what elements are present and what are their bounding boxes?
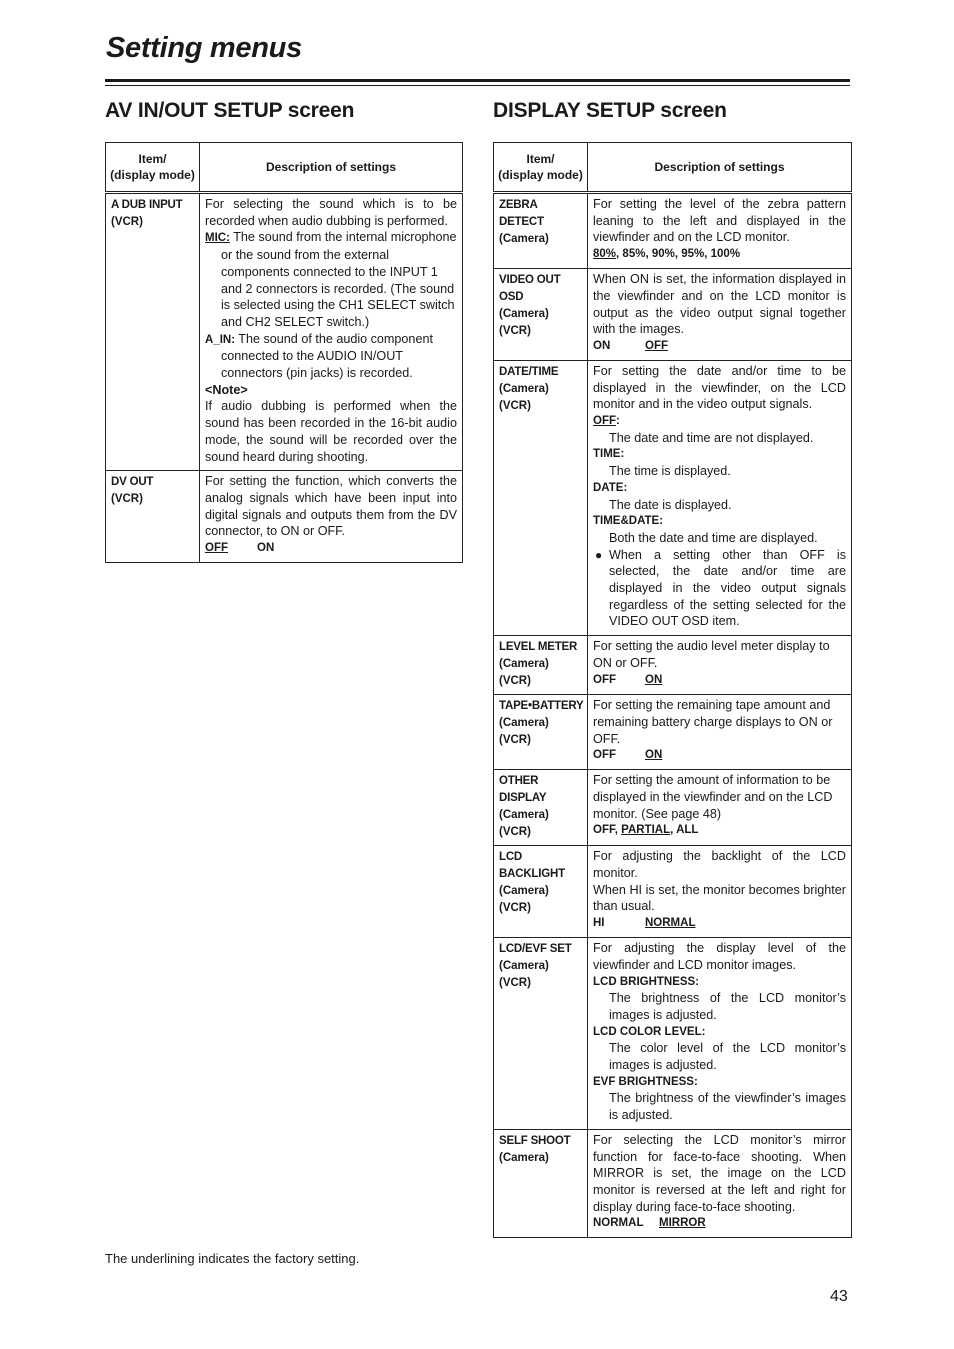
option-default: OFF — [205, 542, 228, 555]
description-text: When HI is set, the monitor becomes brighter than usual. — [593, 882, 846, 914]
option-default: OFF — [645, 339, 668, 352]
option-default: PARTIAL — [621, 824, 671, 837]
option-default: MIRROR — [659, 1217, 706, 1230]
item-cell — [494, 770, 588, 846]
table-row-other-display — [494, 770, 852, 846]
time-label: TIME: — [593, 448, 625, 461]
table-row-dv-out — [106, 471, 463, 563]
options-line — [593, 672, 846, 689]
item-name: DATE/TIME — [499, 365, 559, 378]
item-mode: (Camera) — [499, 233, 549, 245]
footnote: The underlining indicates the factory setting. — [105, 1251, 360, 1266]
a-in-option: A_IN: The sound of the audio component connected to the AUDIO IN/OUT connectors (pin jacks) is recorded. — [205, 331, 433, 381]
item-name: A DUB INPUT — [111, 199, 183, 211]
table-row-a-dub-input — [106, 193, 463, 471]
item-cell — [494, 636, 588, 695]
item-cell — [494, 1129, 588, 1238]
off-label: OFF: — [593, 415, 620, 428]
time-text: The time is displayed. — [609, 464, 731, 479]
option-default: 80% — [593, 248, 617, 261]
page-number: 43 — [830, 1288, 848, 1305]
item-name: DISPLAY — [499, 792, 547, 805]
item-mode: (VCR) — [499, 399, 531, 412]
header-item: Item/ (display mode) — [106, 143, 200, 193]
item-name: VIDEO OUT OSD — [499, 274, 561, 304]
description-text: For setting the function, which converts the analog signals which have been input into digital signals and outputs them from the DV connector, to ON or OFF. — [205, 474, 457, 539]
option: ON — [593, 339, 611, 352]
item-cell — [494, 360, 588, 635]
description-text: For setting the audio level meter display to ON or OFF. — [593, 639, 830, 670]
table-row-lcd-backlight — [494, 846, 852, 938]
item-cell — [106, 193, 200, 471]
title-rule-thick — [105, 79, 850, 82]
item-mode: (VCR) — [499, 902, 531, 915]
option: , 85%, 90%, 95%, 100% — [616, 248, 741, 261]
table-row-tape-battery — [494, 695, 852, 770]
option-default: ON — [645, 673, 663, 686]
item-cell — [494, 938, 588, 1130]
table-row-zebra-detect — [494, 193, 852, 269]
time-date-text: Both the date and time are displayed. — [609, 530, 818, 545]
lcd-brightness-label: LCD BRIGHTNESS: — [593, 975, 700, 988]
item-mode: (Camera) — [499, 717, 549, 730]
description-text: For setting the remaining tape amount and remaining battery charge displays to ON or OFF. — [593, 698, 833, 746]
item-mode: (VCR) — [499, 734, 531, 747]
note-label: <Note> — [205, 382, 248, 397]
item-mode: (VCR) — [499, 675, 531, 688]
option: ON — [257, 542, 275, 555]
item-cell — [106, 471, 200, 563]
description-text: For adjusting the backlight of the LCD monitor. — [593, 849, 846, 880]
options-line — [593, 822, 846, 839]
item-name: DV OUT — [111, 476, 154, 489]
note-text: If audio dubbing is performed when the sound has been recorded in the 16-bit audio mode, the sound will be recorded over the sound heard during shooting. — [205, 399, 457, 464]
options-line — [593, 747, 846, 764]
description-text: For setting the amount of information to be displayed in the viewfinder and on the LCD monitor. (See page 48) — [593, 773, 833, 821]
item-name: LEVEL METER — [499, 641, 578, 654]
item-name: TAPE•BATTERY — [499, 700, 584, 713]
description-text: For setting the date and/or time to be displayed in the viewfinder, on the LCD monitor and in the video output signals. — [593, 363, 846, 412]
item-cell — [494, 269, 588, 361]
description-cell — [200, 471, 463, 563]
item-name: LCD — [499, 851, 523, 864]
option-default: NORMAL — [645, 917, 696, 930]
options-line — [593, 915, 846, 932]
description-cell — [588, 938, 852, 1130]
table-header-row — [494, 143, 852, 193]
options-line — [593, 1215, 846, 1232]
item-mode: (VCR) — [499, 977, 531, 990]
item-name: ZEBRA DETECT — [499, 199, 544, 228]
item-cell — [494, 695, 588, 770]
item-cell — [494, 193, 588, 269]
description-text: For adjusting the display level of the viewfinder and LCD monitor images. — [593, 941, 846, 972]
table-row-lcd-evf-set — [494, 938, 852, 1130]
options-line — [593, 338, 846, 355]
table-row-video-out-osd — [494, 269, 852, 361]
option: NORMAL — [593, 1217, 644, 1230]
date-text: The date is displayed. — [609, 497, 732, 512]
item-mode: (Camera) — [499, 658, 549, 671]
description-cell — [588, 193, 852, 269]
description-cell — [588, 846, 852, 938]
options-line — [593, 246, 846, 263]
description-text: When ON is set, the information displayed in the viewfinder and on the LCD monitor is output as the video output signal together with the images. — [593, 272, 846, 337]
off-text: The date and time are not displayed. — [609, 430, 814, 445]
header-description: Description of settings — [200, 143, 463, 193]
description-cell — [588, 636, 852, 695]
display-section-title: DISPLAY SETUP screen — [493, 99, 727, 122]
bullet-note: ● When a setting other than OFF is selected, the date and/or time are displayed in the video output signals regardless of the setting selected for the VIDEO OUT OSD item. — [595, 547, 846, 629]
av-section-title: AV IN/OUT SETUP screen — [105, 99, 355, 122]
header-description: Description of settings — [588, 143, 852, 193]
item-mode: (Camera) — [499, 960, 549, 973]
description-text: For setting the level of the zebra pattern leaning to the left and displayed in the viewfinder and on the LCD monitor. — [593, 197, 846, 245]
item-mode: (VCR) — [111, 493, 143, 506]
option: OFF — [593, 673, 616, 686]
item-mode: (Camera) — [499, 885, 549, 898]
table-header-row — [106, 143, 463, 193]
table-row-self-shoot — [494, 1129, 852, 1238]
options-line — [205, 540, 457, 557]
mic-option: MIC: The sound from the internal microphone or the sound from the external components connected to the INPUT 1 and 2 connectors is recorded. (The sound is selected using the CH1 SELECT switch and CH2 SELECT switch.) — [205, 230, 457, 329]
title-rule-thin — [105, 85, 850, 86]
table-row-date-time — [494, 360, 852, 635]
option-default: ON — [645, 749, 663, 762]
display-settings-table — [493, 142, 852, 1238]
page-title: Setting menus — [106, 32, 302, 64]
item-mode: (Camera) — [499, 1151, 549, 1164]
description-cell — [200, 193, 463, 471]
lcd-brightness-text: The brightness of the LCD monitor’s images is adjusted. — [609, 991, 846, 1022]
evf-brightness-text: The brightness of the viewfinder’s images is adjusted. — [609, 1091, 846, 1123]
description-cell — [588, 269, 852, 361]
description-cell — [588, 1129, 852, 1238]
option: , ALL — [670, 824, 699, 837]
item-mode: (VCR) — [111, 216, 143, 228]
item-name: LCD/EVF SET — [499, 943, 572, 956]
item-mode: (VCR) — [499, 826, 531, 839]
lcd-color-level-text: The color level of the LCD monitor’s images is adjusted. — [609, 1041, 846, 1073]
item-name: OTHER — [499, 775, 539, 788]
item-mode: (VCR) — [499, 325, 531, 338]
time-date-label: TIME&DATE: — [593, 515, 664, 528]
description-cell — [588, 695, 852, 770]
item-mode: (Camera) — [499, 308, 549, 321]
item-cell — [494, 846, 588, 938]
evf-brightness-label: EVF BRIGHTNESS: — [593, 1075, 698, 1088]
item-mode: (Camera) — [499, 809, 549, 822]
option: OFF, — [593, 824, 622, 837]
item-name: BACKLIGHT — [499, 868, 565, 881]
item-name: SELF SHOOT — [499, 1134, 571, 1147]
lcd-color-level-label: LCD COLOR LEVEL: — [593, 1025, 706, 1038]
av-settings-table — [105, 142, 463, 563]
description-cell — [588, 770, 852, 846]
description-cell — [588, 360, 852, 635]
date-label: DATE: — [593, 481, 628, 494]
description-text: For selecting the LCD monitor’s mirror function for face-to-face shooting. When MIRROR is set, the image on the LCD monitor is reversed at the left and right for display during face-to-face shooting. — [593, 1132, 846, 1214]
bullet-icon: ● — [595, 547, 603, 562]
option: HI — [593, 917, 605, 930]
table-row-level-meter — [494, 636, 852, 695]
header-item: Item/ (display mode) — [494, 143, 588, 193]
description-text: For selecting the sound which is to be recorded when audio dubbing is performed. — [205, 197, 457, 228]
item-mode: (Camera) — [499, 382, 549, 395]
option: OFF — [593, 749, 616, 762]
